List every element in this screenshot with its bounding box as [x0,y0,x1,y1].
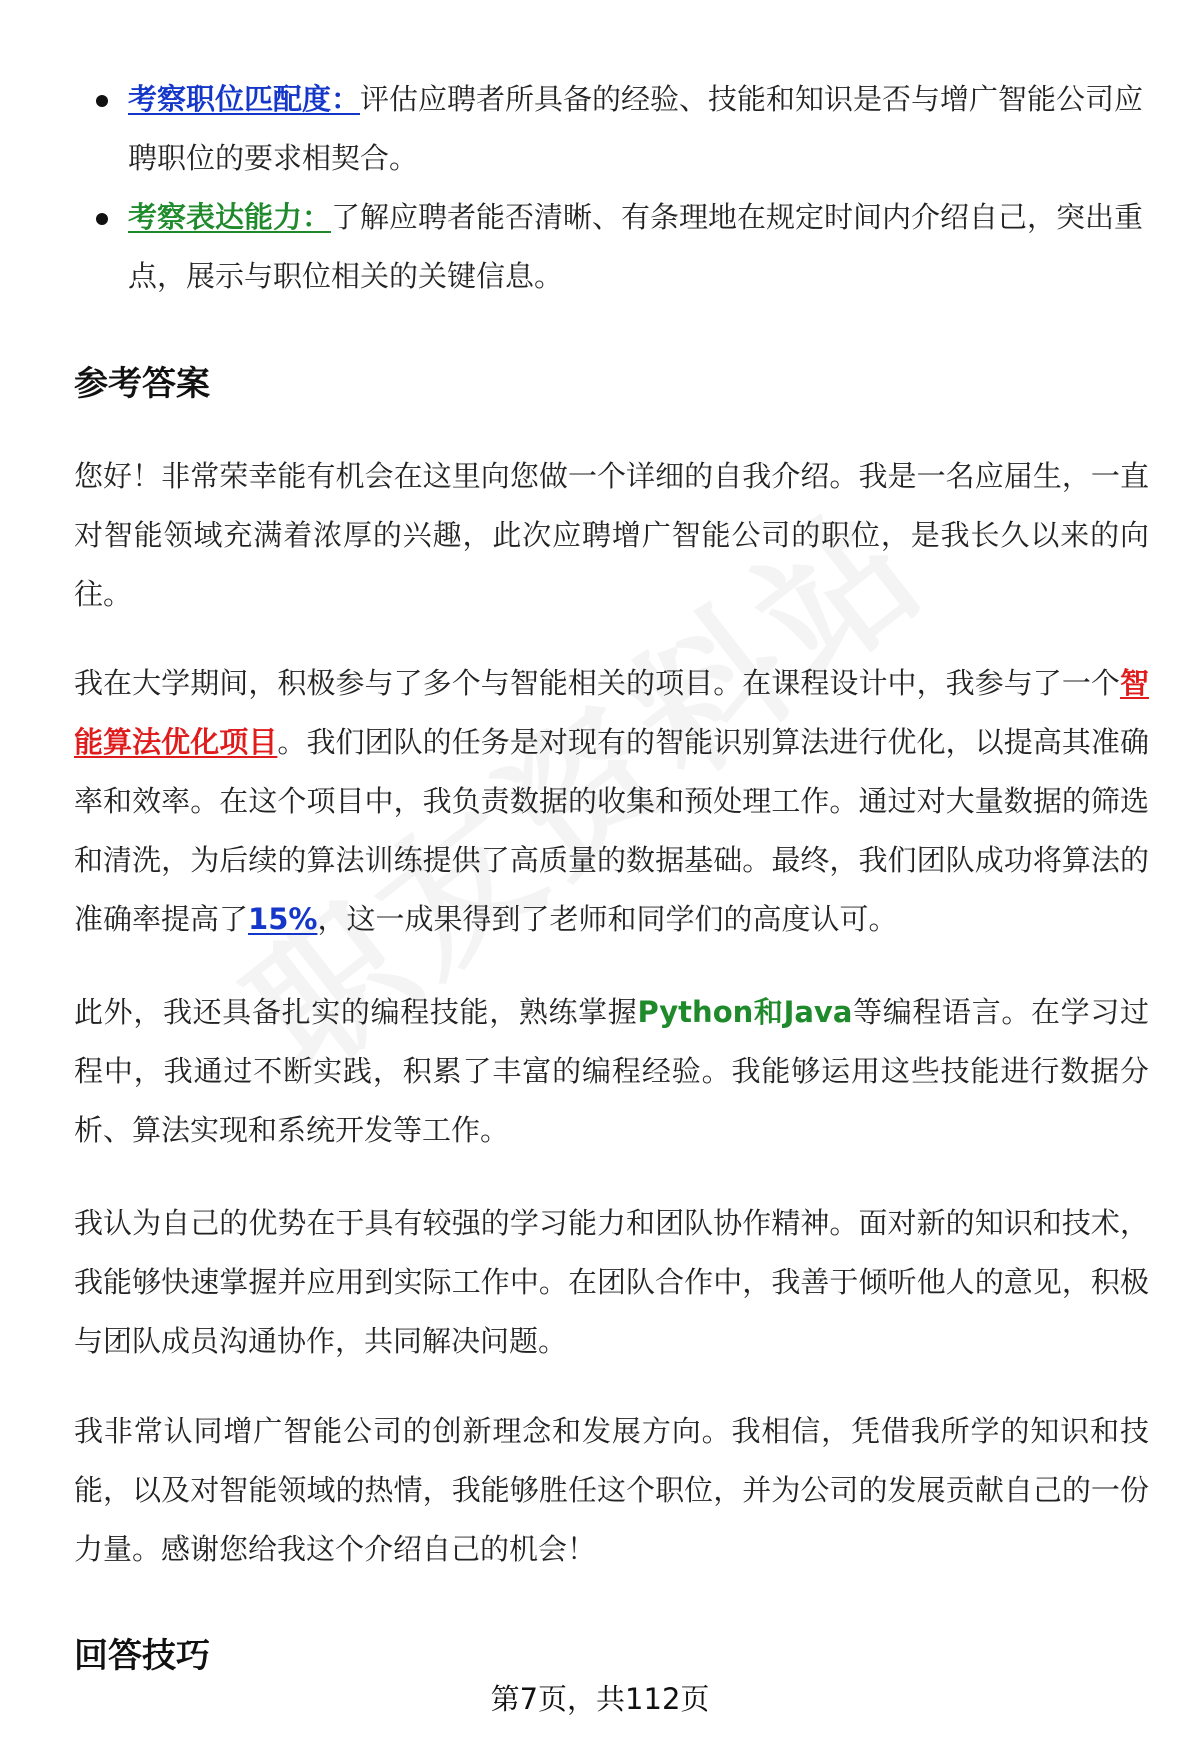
bullet-dot-icon [96,95,108,107]
paragraph [74,654,1149,949]
paragraph [74,983,1149,1160]
criteria-list [74,70,1154,306]
paragraph-text: 。我们团队的任务是对现有的智能识别算法进行优化，以提高其准确率和效率。在这个项目中，我负责数据的收集和预处理工作。通过对大量数据的筛选和清洗，为后续的算法训练提供了高质量的数据基础。最终，我们团队成功将算法的准确率提高了 [74,725,1149,936]
keyword-project: 智能算法优化项目 [74,666,1149,759]
paragraph: 您好！非常荣幸能有机会在这里向您做一个详细的自我介绍。我是一名应届生，一直对智能领域充满着浓厚的兴趣，此次应聘增广智能公司的职位，是我长久以来的向往。 [74,459,1149,611]
page-number: 第7页，共112页 [490,1682,710,1716]
keyword-percentage: 15% [248,902,318,936]
paragraph-text: 我在大学期间，积极参与了多个与智能相关的项目。在课程设计中，我参与了一个 [74,666,1120,700]
paragraph: 我非常认同增广智能公司的创新理念和发展方向。我相信，凭借我所学的知识和技能，以及对智能领域的热情，我能够胜任这个职位，并为公司的发展贡献自己的一份力量。感谢您给我这个介绍自己的机会！ [74,1414,1149,1566]
keyword-position-fit: 考察职位匹配度： [128,82,361,116]
bullet-text: 评估应聘者所具备的经验、技能和知识是否与增广智能公司应聘职位的要求相契合。 [128,82,1144,175]
paragraph: 我认为自己的优势在于具有较强的学习能力和团队协作精神。面对新的知识和技术，我能够快速掌握并应用到实际工作中。在团队合作中，我善于倾听他人的意见，积极与团队成员沟通协作，共同解决问题。 [74,1206,1149,1358]
keyword-languages: Python和Java [637,995,853,1029]
keyword-expression: 考察表达能力： [128,200,332,234]
list-item [74,188,1154,306]
paragraph-text: 等编程语言。在学习过程中，我通过不断实践，积累了丰富的编程经验。我能够运用这些技能进行数据分析、算法实现和系统开发等工作。 [74,995,1149,1147]
bullet-dot-icon [96,213,108,225]
section-heading-answer: 参考答案 [74,364,210,404]
bullet-text: 了解应聘者能否清晰、有条理地在规定时间内介绍自己，突出重点，展示与职位相关的关键信息。 [128,200,1144,293]
paragraph-text: ，这一成果得到了老师和同学们的高度认可。 [317,902,898,936]
list-item [74,70,1154,188]
paragraph-text: 此外，我还具备扎实的编程技能，熟练掌握 [74,995,638,1029]
section-heading-tips: 回答技巧 [74,1636,210,1676]
